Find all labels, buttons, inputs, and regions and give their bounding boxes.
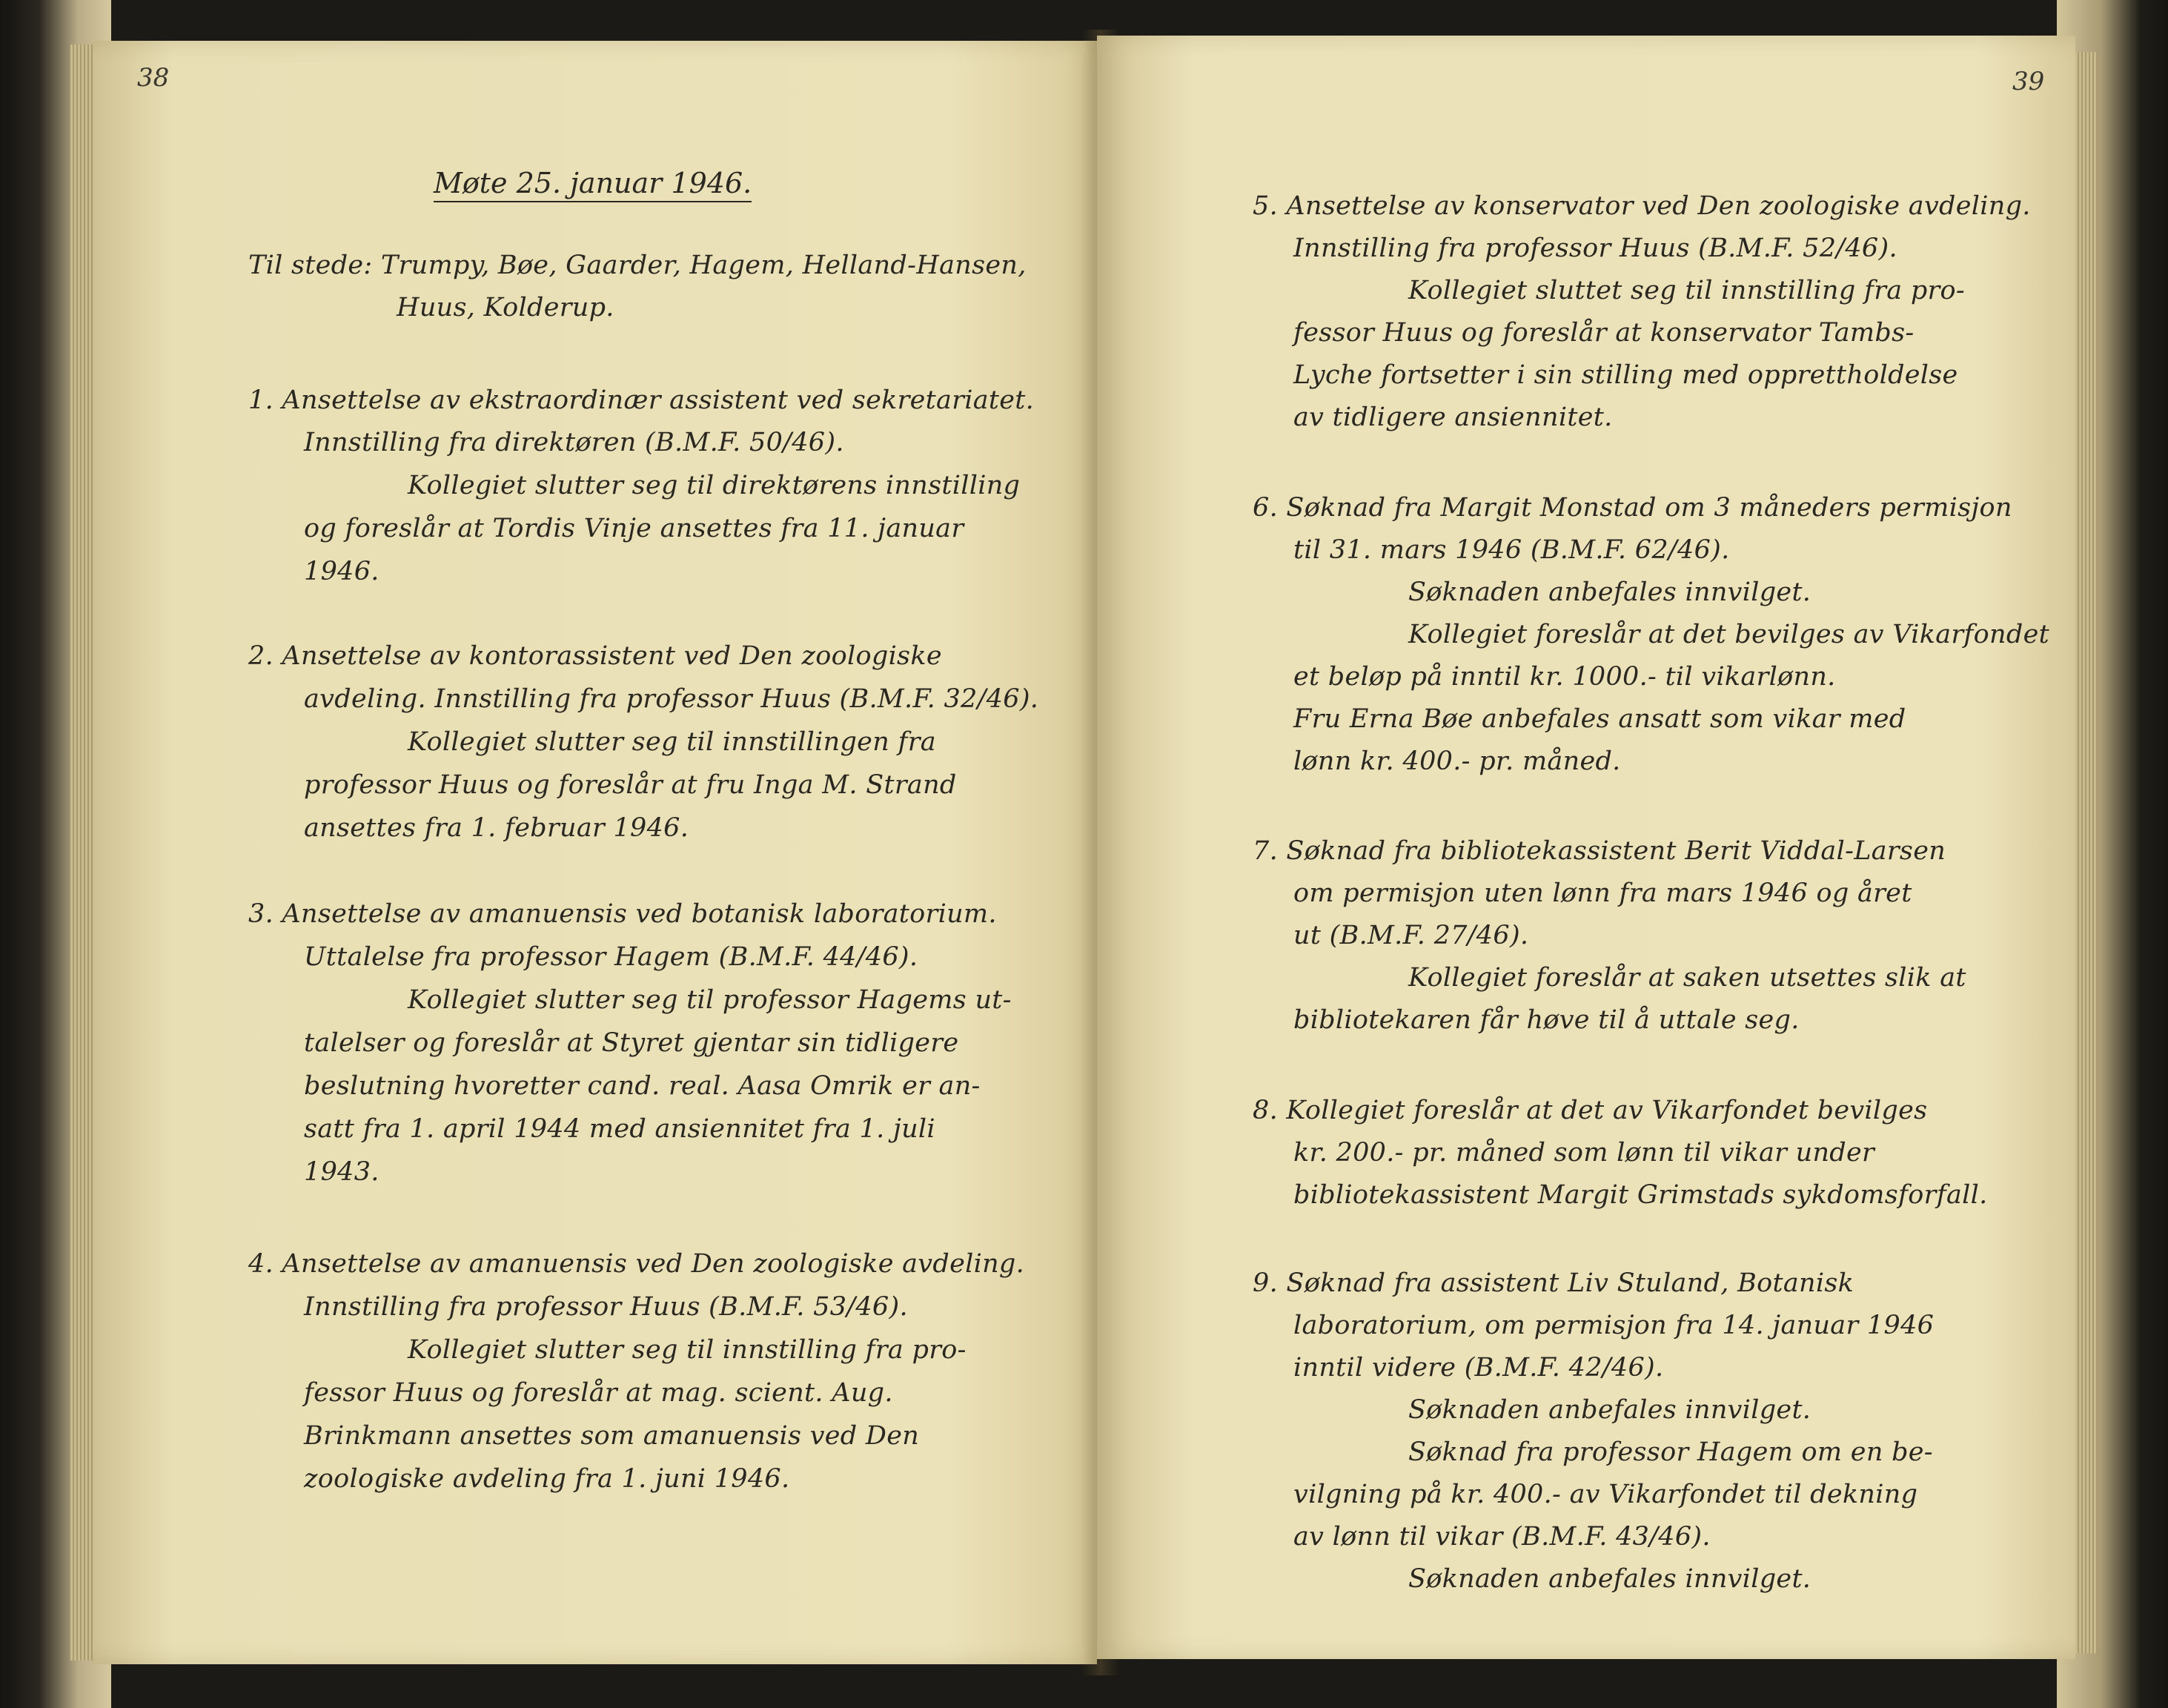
item-9-line-2: laboratorium, om permisjon fra 14. januar 1946 bbox=[1293, 1311, 1935, 1340]
item-6-line-2: til 31. mars 1946 (B.M.F. 62/46). bbox=[1293, 535, 1730, 565]
item-5-line-4: fessor Huus og foreslår at konservator Tambs- bbox=[1293, 318, 1915, 348]
attendees-line-1: Til stede: Trumpy, Bøe, Gaarder, Hagem, Helland-Hansen, bbox=[248, 251, 1027, 280]
item-3-line-4: talelser og foreslår at Styret gjentar sin tidligere bbox=[304, 1028, 959, 1058]
item-4-line-4: fessor Huus og foreslår at mag. scient. Aug. bbox=[304, 1378, 893, 1408]
item-3-line-6: satt fra 1. april 1944 med ansiennitet fra 1. juli bbox=[304, 1114, 935, 1144]
item-6-line-6: Fru Erna Bøe anbefales ansatt som vikar med bbox=[1293, 704, 1906, 734]
item-5-line-5: Lyche fortsetter i sin stilling med opprettholdelse bbox=[1293, 360, 1958, 390]
item-2-line-1: 2. Ansettelse av kontorassistent ved Den zoologiske bbox=[248, 641, 942, 671]
item-6-line-4: Kollegiet foreslår at det bevilges av Vikarfondet bbox=[1408, 620, 2049, 649]
item-9-line-5: Søknad fra professor Hagem om en be- bbox=[1408, 1437, 1933, 1467]
item-5-line-1: 5. Ansettelse av konservator ved Den zoologiske avdeling. bbox=[1253, 191, 2031, 221]
item-9-line-1: 9. Søknad fra assistent Liv Stuland, Botanisk bbox=[1253, 1268, 1854, 1298]
item-7-line-5: bibliotekaren får høve til å uttale seg. bbox=[1293, 1005, 1800, 1035]
item-9-line-6: vilgning på kr. 400.- av Vikarfondet til dekning bbox=[1293, 1480, 1918, 1509]
item-3-line-2: Uttalelse fra professor Hagem (B.M.F. 44/46). bbox=[304, 942, 918, 972]
item-2-line-3: Kollegiet slutter seg til innstillingen fra bbox=[408, 727, 936, 757]
item-5-line-6: av tidligere ansiennitet. bbox=[1293, 403, 1613, 432]
item-6-line-7: lønn kr. 400.- pr. måned. bbox=[1293, 747, 1621, 776]
item-8-line-3: bibliotekassistent Margit Grimstads sykdomsforfall. bbox=[1293, 1180, 1988, 1210]
item-7-line-4: Kollegiet foreslår at saken utsettes slik at bbox=[1408, 963, 1966, 993]
item-3-line-5: beslutning hvoretter cand. real. Aasa Omrik er an- bbox=[304, 1071, 981, 1101]
item-1-line-2: Innstilling fra direktøren (B.M.F. 50/46). bbox=[304, 428, 844, 457]
item-6-line-5: et beløp på inntil kr. 1000.- til vikarlønn. bbox=[1293, 662, 1836, 692]
item-9-line-3: inntil videre (B.M.F. 42/46). bbox=[1293, 1353, 1664, 1383]
item-9-line-8: Søknaden anbefales innvilget. bbox=[1408, 1564, 1811, 1594]
attendees-line-2: Huus, Kolderup. bbox=[397, 293, 614, 322]
meeting-heading: Møte 25. januar 1946. bbox=[434, 167, 752, 202]
item-2-line-4: professor Huus og foreslår at fru Inga M. Strand bbox=[304, 770, 957, 800]
item-5-line-2: Innstilling fra professor Huus (B.M.F. 52/46). bbox=[1293, 234, 1897, 263]
item-8-line-1: 8. Kollegiet foreslår at det av Vikarfondet bevilges bbox=[1253, 1096, 1928, 1125]
item-3-line-7: 1943. bbox=[304, 1157, 379, 1187]
item-4-line-2: Innstilling fra professor Huus (B.M.F. 53/46). bbox=[304, 1292, 908, 1322]
item-7-line-2: om permisjon uten lønn fra mars 1946 og året bbox=[1293, 878, 1912, 908]
item-4-line-5: Brinkmann ansettes som amanuensis ved Den bbox=[304, 1421, 920, 1451]
item-6-line-1: 6. Søknad fra Margit Monstad om 3 måneders permisjon bbox=[1253, 493, 2012, 523]
item-1-line-4: og foreslår at Tordis Vinje ansettes fra 11. januar bbox=[304, 514, 964, 543]
item-3-line-1: 3. Ansettelse av amanuensis ved botanisk laboratorium. bbox=[248, 899, 997, 929]
item-1-line-5: 1946. bbox=[304, 557, 379, 586]
page-number-left: 38 bbox=[137, 63, 170, 93]
item-9-line-7: av lønn til vikar (B.M.F. 43/46). bbox=[1293, 1522, 1711, 1552]
item-4-line-1: 4. Ansettelse av amanuensis ved Den zoologiske avdeling. bbox=[248, 1249, 1025, 1279]
page-number-right: 39 bbox=[2012, 67, 2045, 96]
item-6-line-3: Søknaden anbefales innvilget. bbox=[1408, 577, 1811, 607]
item-1-line-1: 1. Ansettelse av ekstraordinær assistent ved sekretariatet. bbox=[248, 385, 1035, 415]
item-5-line-3: Kollegiet sluttet seg til innstilling fra pro- bbox=[1408, 276, 1966, 305]
item-2-line-5: ansettes fra 1. februar 1946. bbox=[304, 813, 689, 843]
right-page bbox=[1097, 36, 2075, 1659]
item-9-line-4: Søknaden anbefales innvilget. bbox=[1408, 1395, 1811, 1425]
item-7-line-3: ut (B.M.F. 27/46). bbox=[1293, 921, 1529, 950]
item-1-line-3: Kollegiet slutter seg til direktørens innstilling bbox=[408, 471, 1021, 500]
item-4-line-6: zoologiske avdeling fra 1. juni 1946. bbox=[304, 1464, 790, 1494]
item-7-line-1: 7. Søknad fra bibliotekassistent Berit Viddal-Larsen bbox=[1253, 836, 1946, 866]
left-page bbox=[93, 41, 1097, 1664]
item-3-line-3: Kollegiet slutter seg til professor Hagems ut- bbox=[408, 985, 1012, 1015]
item-8-line-2: kr. 200.- pr. måned som lønn til vikar under bbox=[1293, 1138, 1875, 1168]
item-2-line-2: avdeling. Innstilling fra professor Huus (B.M.F. 32/46). bbox=[304, 684, 1039, 714]
item-4-line-3: Kollegiet slutter seg til innstilling fra pro- bbox=[408, 1335, 967, 1365]
